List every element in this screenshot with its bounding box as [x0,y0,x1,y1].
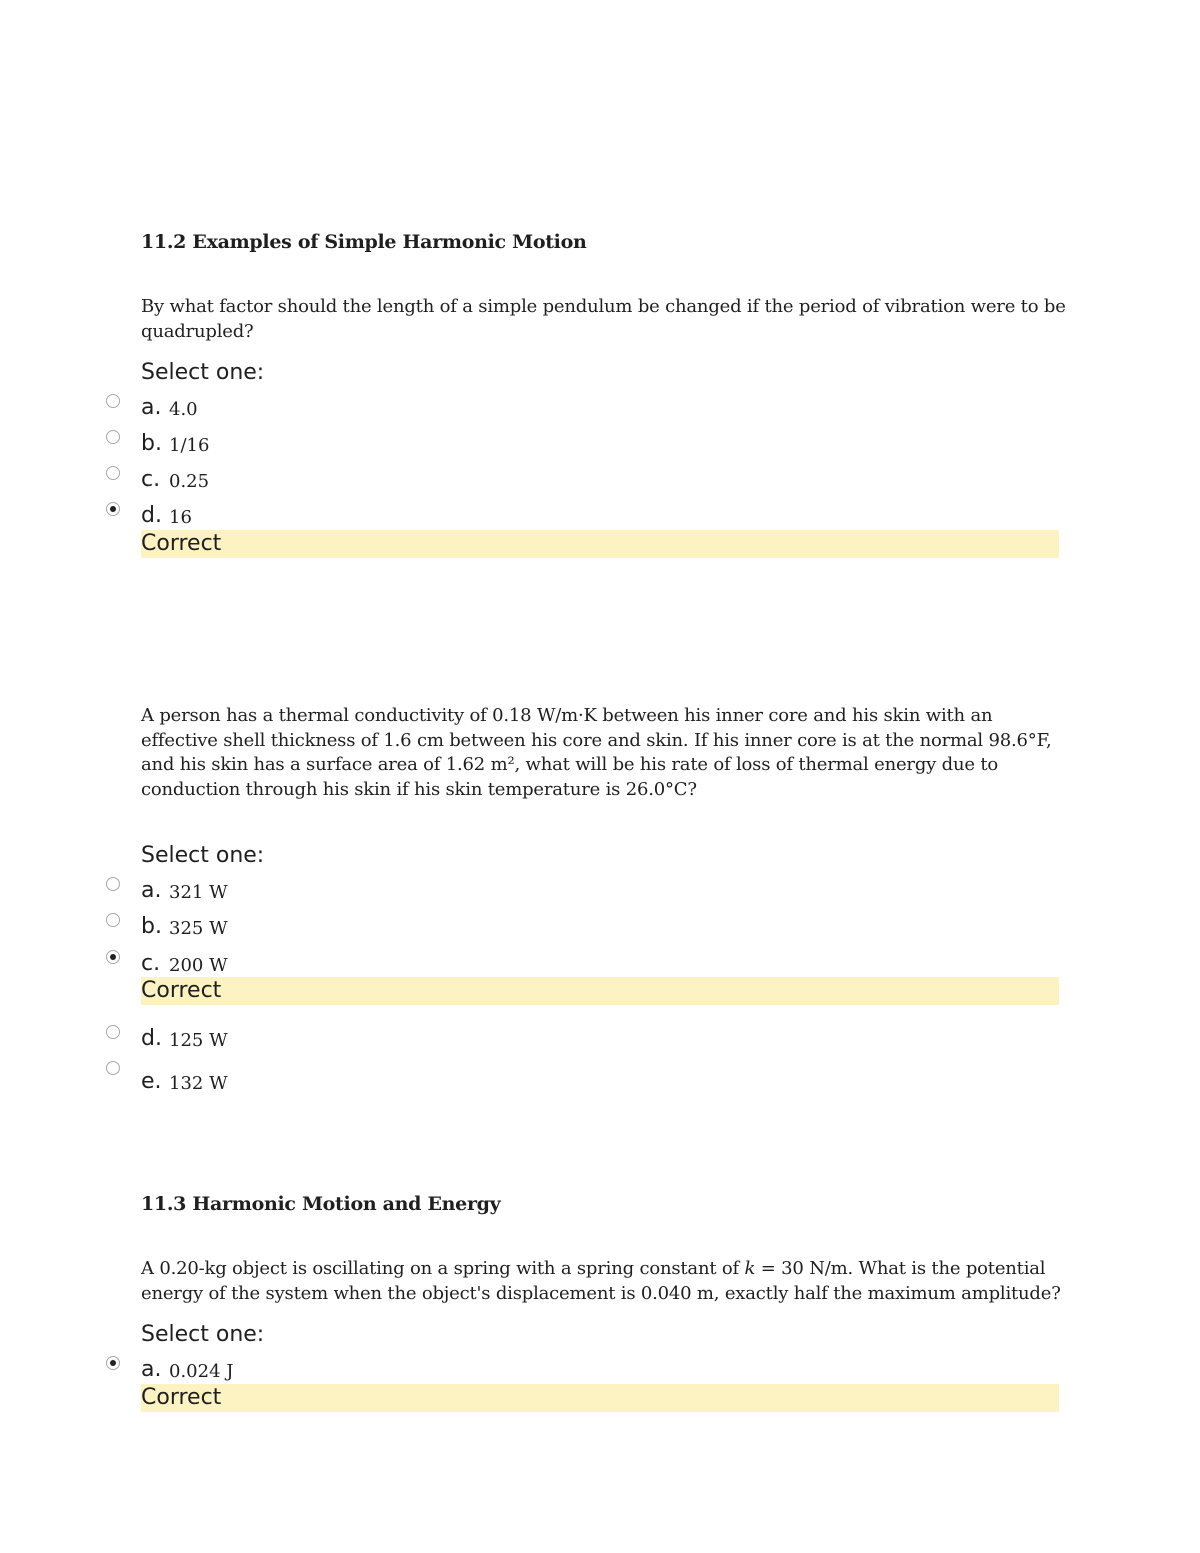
option-value: 0.25 [169,471,210,492]
question-1-option-c[interactable] [0,466,1100,496]
radio-button[interactable] [106,877,120,891]
question-3-option-a[interactable] [0,1356,1100,1386]
option-value: 125 W [169,1030,228,1051]
radio-button-selected[interactable] [106,950,120,964]
option-letter: e. [141,1069,162,1094]
question-1-option-b[interactable] [0,430,1100,460]
radio-button[interactable] [106,1061,120,1075]
question-2-option-e[interactable] [0,1061,1100,1094]
question-3-feedback: Correct [141,1384,1059,1412]
radio-button-selected[interactable] [106,502,120,516]
option-value: 200 W [169,955,228,976]
option-letter: b. [141,914,162,939]
question-2-option-a[interactable] [0,877,1100,907]
option-value: 325 W [169,918,228,939]
radio-button[interactable] [106,913,120,927]
radio-button[interactable] [106,394,120,408]
question-2-option-b[interactable] [0,913,1100,943]
question-2-feedback: Correct [141,977,1059,1005]
question-2-prompt: Select one: [141,843,265,868]
question-1-prompt: Select one: [141,360,265,385]
option-letter: a. [141,395,162,420]
option-value: 1/16 [169,435,210,456]
question-3-text-start: A 0.20-kg object is oscillating on a spring with a spring constant of [141,1258,745,1279]
radio-button[interactable] [106,1025,120,1039]
option-value: 16 [169,507,192,528]
question-2-text: A person has a thermal conductivity of 0.18 W/m·K between his inner core and his skin with an effective shell thickness of 1.6 cm between his core and skin. If his inner core is at the normal 98.6°F, and his skin has a surface area of 1.62 m², what will be his rate of loss of thermal energy due to conduction through his skin if his skin temperature is 26.0°C? [141,705,1052,800]
question-1-option-d[interactable] [0,502,1100,532]
option-value: 4.0 [169,399,198,420]
section-heading-11-3: 11.3 Harmonic Motion and Energy [141,1193,501,1215]
radio-button-selected[interactable] [106,1356,120,1370]
question-1-text: By what factor should the length of a simple pendulum be changed if the period of vibration were to be quadrupled? [141,296,1066,342]
option-letter: d. [141,503,162,528]
option-letter: b. [141,431,162,456]
radio-button[interactable] [106,466,120,480]
option-letter: c. [141,951,161,976]
option-value: 132 W [169,1073,228,1094]
question-3-prompt: Select one: [141,1322,265,1347]
option-letter: c. [141,467,161,492]
question-1-option-a[interactable] [0,394,1100,424]
radio-button[interactable] [106,430,120,444]
option-value: 321 W [169,882,228,903]
question-2-option-c[interactable] [0,950,1100,980]
option-value: 0.024 J [169,1361,234,1382]
question-3-text [141,1257,1066,1306]
spring-constant-symbol: k [744,1258,756,1279]
option-letter: d. [141,1026,162,1051]
section-heading-11-2: 11.2 Examples of Simple Harmonic Motion [141,231,587,253]
option-letter: a. [141,878,162,903]
option-letter: a. [141,1357,162,1382]
question-1-feedback: Correct [141,530,1059,558]
question-3-text-end: = 30 N/m. What is the potential energy of the system when the object's displacement is 0.040 m, exactly half the maximum amplitude? [141,1258,1061,1304]
question-2-option-d[interactable] [0,1025,1100,1055]
